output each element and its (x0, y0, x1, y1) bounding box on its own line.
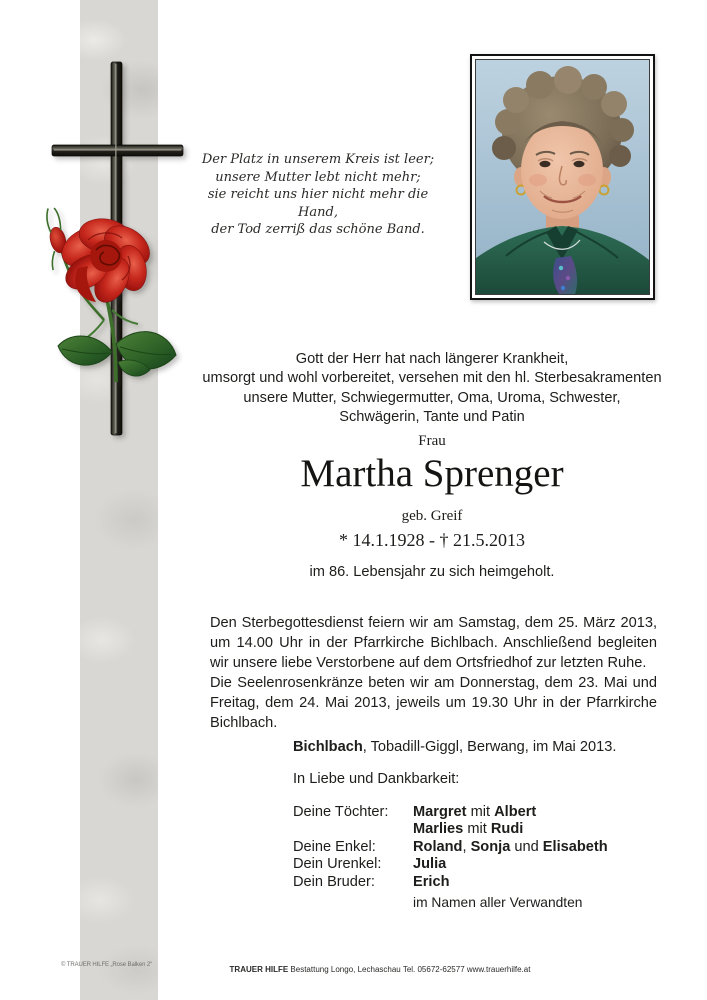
city-date-line: Bichlbach, Tobadill-Giggl, Berwang, im Mai 2013. (293, 739, 617, 755)
family-row (293, 839, 673, 856)
intro-line: umsorgt und wohl vorbereitet, versehen mit den hl. Sterbesakramenten (202, 370, 662, 387)
relation-label: Dein Bruder: (293, 873, 375, 890)
family-row (293, 821, 673, 838)
relation-names: Julia (413, 856, 447, 873)
funeral-home-footer: TRAUER HILFE Bestattung Longo, Lechaschau Tel. 05672-62577 www.trauerhilfe.at (229, 965, 531, 974)
poem-line: der Tod zerriß das schöne Band. (211, 222, 425, 238)
maiden-name: geb. Greif (401, 508, 463, 524)
intro-line: Schwägerin, Tante und Patin (339, 408, 525, 425)
relation-label: Deine Töchter: (293, 804, 389, 820)
relation-names: Erich (413, 873, 450, 890)
intro-line: Gott der Herr hat nach längerer Krankheit, (295, 351, 569, 367)
rosary-paragraph: Die Seelenrosenkränze beten wir am Donnerstag, dem 23. Mai und Freitag, dem 24. Mai 2013, jeweils um 19.30 Uhr in der Pfarrkirche Bichlbach. (210, 675, 657, 731)
intro-text (177, 350, 687, 427)
portrait-photo (475, 59, 650, 295)
poem-line: sie reicht uns hier nicht mehr die Hand, (207, 187, 429, 220)
portrait-photo-frame (470, 54, 655, 300)
relation-label (293, 821, 413, 838)
intro-line: unsere Mutter, Schwiegermutter, Oma, Uroma, Schwester, (243, 389, 621, 406)
family-row (293, 856, 673, 873)
salutation: Frau (418, 433, 446, 449)
age-line: im 86. Lebensjahr zu sich heimgeholt. (309, 564, 555, 580)
poem-line: Der Platz in unserem Kreis ist leer; (201, 152, 435, 167)
family-row (293, 804, 673, 821)
portrait-illustration (476, 60, 649, 294)
artwork-copyright: © TRAUER HILFE „Rose Balken 2“ (61, 962, 153, 968)
relation-label: Deine Enkel: (293, 838, 376, 855)
family-list (293, 804, 673, 891)
birth-death-dates: * 14.1.1928 - † 21.5.2013 (339, 530, 525, 550)
relatives-note: im Namen aller Verwandten (413, 895, 583, 910)
family-row (293, 874, 673, 891)
relation-label: Dein Urenkel: (293, 856, 382, 873)
deceased-name: Martha Sprenger (300, 452, 564, 495)
relation-names: Roland, Sonja und Elisabeth (413, 838, 608, 855)
relation-names: Marlies mit Rudi (413, 821, 524, 838)
gratitude-line: In Liebe und Dankbarkeit: (293, 771, 460, 787)
service-paragraph: Den Sterbegottesdienst feiern wir am Samstag, dem 25. März 2013, um 14.00 Uhr in der Pfarrkirche Bichlbach. Anschließend begleiten wir unsere liebe Verstorbene auf dem Ortsfriedhof zur letzten Ruhe. (210, 615, 657, 671)
rose-icon (38, 206, 176, 382)
poem-line: unsere Mutter lebt nicht mehr; (215, 169, 421, 185)
memorial-poem (198, 151, 438, 239)
relation-names: Margret mit Albert (413, 804, 537, 820)
